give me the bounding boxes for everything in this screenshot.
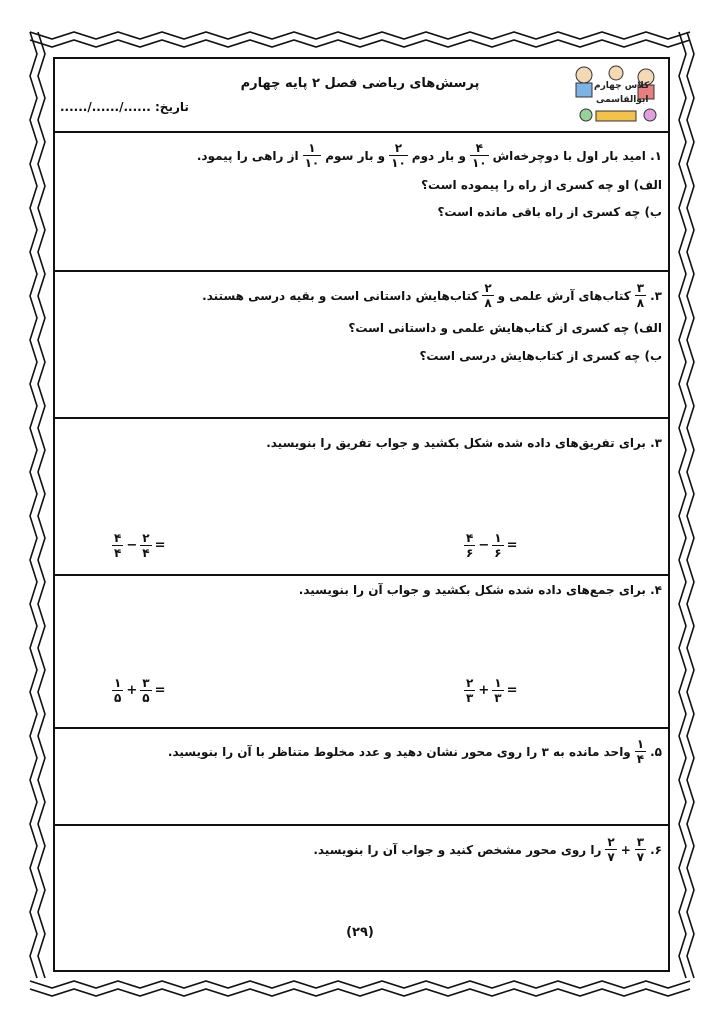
question-2a: الف) چه کسری از کتاب‌هایش علمی و داستانی است؟ — [348, 321, 662, 335]
question-1b: ب) چه کسری از راه باقی مانده است؟ — [437, 205, 662, 219]
subtraction-right: $\frac{۴}{۶}$ − $\frac{۱}{۶}$ = — [466, 531, 518, 560]
divider — [53, 727, 670, 729]
question-1a: الف) او چه کسری از راه را پیموده است؟ — [421, 178, 662, 192]
border-zigzag — [38, 32, 45, 978]
border-zigzag — [679, 32, 686, 978]
fraction: $\frac{۲}{۷}$ — [607, 835, 615, 864]
fraction: $\frac{۴}{۱۰}$ — [471, 141, 487, 170]
fraction: $\frac{۱}{۴}$ — [636, 737, 645, 766]
divider — [53, 417, 670, 419]
question-3: ۳. برای تفریق‌های داده شده شکل بکشید و جواب تفریق را بنویسید. — [266, 436, 662, 450]
logo-line-2: ابوالقاسمی — [596, 95, 649, 105]
border-zigzag — [30, 32, 690, 39]
border-zigzag — [30, 981, 690, 988]
logo-line-1: کلاس چهارم — [594, 81, 650, 91]
divider — [53, 574, 670, 576]
subtraction-left: $\frac{۴}{۴}$ − $\frac{۲}{۴}$ = — [114, 531, 166, 560]
fraction: $\frac{۱}{۱۰}$ — [304, 141, 320, 170]
divider — [53, 824, 670, 826]
fraction: $\frac{۲}{۱۰}$ — [391, 141, 406, 170]
question-2: ۳. $\frac{۳}{۸}$ کتاب‌های آرش علمی و $\frac{۲}{۸}$ کتاب‌هایش داستانی است و بقیه درسی هستند. — [202, 281, 662, 310]
question-5: ۵. $\frac{۱}{۴}$ واحد مانده به ۳ را روی محور نشان دهید و عدد مخلوط متناظر با آن را بنویسید. — [167, 737, 662, 766]
class-logo — [566, 63, 666, 129]
question-1: ۱. امید بار اول با دوچرخه‌اش $\frac{۴}{۱۰}$ و بار دوم $\frac{۲}{۱۰}$ و بار سوم $\frac{۱}{۱۰}$ از راهی را پیمود. — [196, 141, 662, 170]
page-title: پرسش‌های ریاضی فصل ۲ پایه چهارم — [240, 76, 480, 91]
question-2b: ب) چه کسری از کتاب‌هایش درسی است؟ — [419, 349, 662, 363]
border-zigzag — [30, 40, 690, 47]
page-number: (۲۹) — [346, 925, 374, 940]
border-zigzag — [687, 32, 694, 978]
fraction: $\frac{۳}{۷}$ — [636, 835, 645, 864]
divider — [53, 131, 670, 133]
addition-right: $\frac{۲}{۳}$ + $\frac{۱}{۳}$ = — [466, 676, 518, 705]
date-field: تاریخ: ....../....../...... — [60, 100, 189, 114]
question-6: ۶. $\frac{۳}{۷}$ + $\frac{۲}{۷}$ را روی محور مشخص کنید و جواب آن را بنویسید. — [313, 835, 662, 864]
fraction: $\frac{۳}{۸}$ — [636, 281, 645, 310]
fraction: $\frac{۲}{۸}$ — [484, 281, 492, 310]
addition-left: $\frac{۱}{۵}$ + $\frac{۳}{۵}$ = — [114, 676, 166, 705]
border-zigzag — [30, 32, 37, 978]
divider — [53, 270, 670, 272]
question-4: ۴. برای جمع‌های داده شده شکل بکشید و جواب آن را بنویسید. — [298, 583, 662, 597]
page-frame — [53, 57, 670, 972]
border-zigzag — [30, 989, 690, 996]
